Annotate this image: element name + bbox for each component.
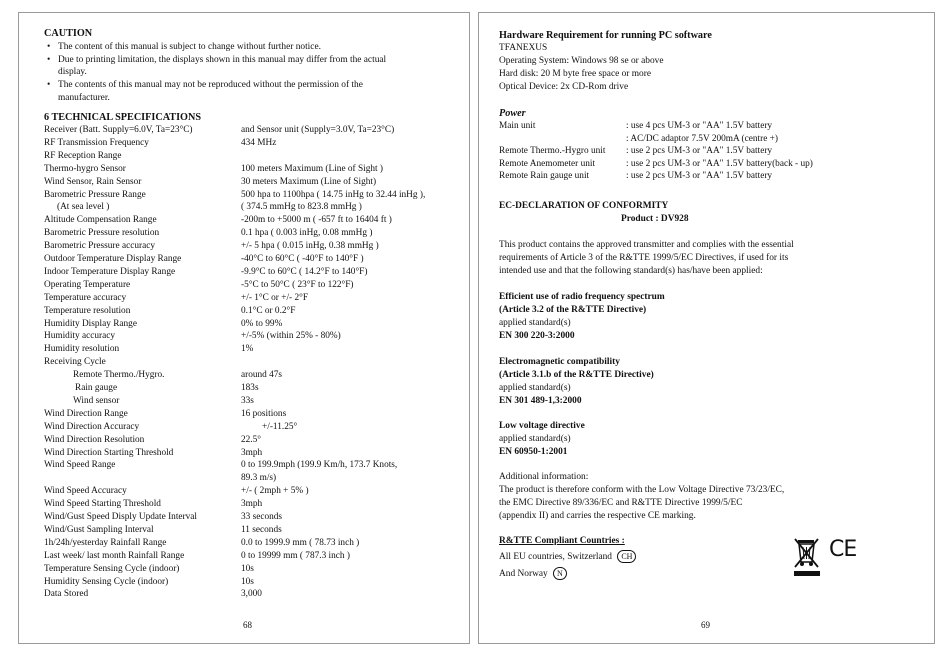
spec-label: Altitude Compensation Range: [44, 215, 157, 226]
spec-value: 0.1 hpa ( 0.003 inHg, 0.08 mmHg ): [241, 228, 373, 239]
spec-row: [44, 215, 464, 228]
power-value: : use 2 pcs UM-3 or "AA" 1.5V battery: [626, 146, 773, 157]
spec-label: Wind/Gust Speed Disply Update Interval: [44, 512, 197, 522]
spec-row: [44, 435, 464, 448]
spec-label: Temperature Sensing Cycle (indoor): [44, 563, 180, 574]
spec-label: Humidity resolution: [44, 344, 120, 355]
additional-line: the EMC Directive 89/336/EC and R&TTE Directive 1999/5/EC: [499, 498, 743, 508]
spec-label: Wind Speed Accuracy: [44, 486, 127, 497]
spec-row: [44, 267, 464, 280]
section-applied: applied standard(s): [499, 383, 571, 393]
spec-row: [44, 331, 464, 344]
bullet-dot: •: [47, 42, 51, 52]
spec-row: [44, 589, 464, 602]
spec-row: [44, 460, 464, 473]
spec-row: [44, 370, 464, 383]
spec-row: [44, 564, 464, 577]
countries-heading: R&TTE Compliant Countries :: [499, 536, 625, 546]
section-standard: EN 301 489-1,3:2000: [499, 396, 582, 406]
spec-value: 3mph: [241, 447, 263, 458]
spec-label: Wind Direction Accuracy: [44, 421, 140, 432]
section-sub: (Article 3.1.b of the R&TTE Directive): [499, 370, 654, 380]
spec-value: around 47s: [241, 370, 283, 381]
spec-row: [44, 319, 464, 332]
spec-row: [44, 177, 464, 190]
section-applied: applied standard(s): [499, 318, 571, 328]
additional-line: (appendix II) and carries the respective CE marking.: [499, 511, 696, 521]
spec-label: Wind sensor: [73, 395, 120, 406]
spec-label: Data Stored: [44, 589, 89, 600]
spec-row: [44, 512, 464, 525]
spec-value: 10s: [241, 563, 254, 574]
spec-label: Operating Temperature: [44, 279, 131, 290]
spec-value: 100 meters Maximum (Line of Sight ): [241, 163, 384, 174]
spec-row: [44, 383, 464, 396]
spec-row: [44, 306, 464, 319]
spec-row: [44, 241, 464, 254]
spec-label: Indoor Temperature Display Range: [44, 266, 176, 277]
caution-line: Due to printing limitation, the displays shown in this manual may differ from the actual: [58, 55, 387, 65]
spec-row: [44, 202, 464, 215]
section-applied: applied standard(s): [499, 434, 571, 444]
spec-label: Wind Speed Starting Threshold: [44, 499, 161, 510]
spec-label: Temperature resolution: [44, 305, 131, 316]
conformity-intro: This product contains the approved transmitter and complies with the essential: [499, 240, 794, 250]
spec-row: [44, 190, 464, 203]
right-page: [478, 12, 935, 644]
page-number: 68: [243, 620, 252, 630]
spec-value: +/-11.25°: [262, 421, 298, 432]
spec-row: [44, 422, 464, 435]
spec-value: 10s: [241, 576, 254, 587]
left-page: [18, 12, 470, 644]
spec-label: Wind Direction Resolution: [44, 434, 145, 445]
spec-value: 0 to 199.9mph (199.9 Km/h, 173.7 Knots,: [241, 460, 398, 471]
spec-label: Barometric Pressure resolution: [44, 228, 160, 239]
spec-value: and Sensor unit (Supply=3.0V, Ta=23°C): [241, 125, 395, 135]
power-value: : use 2 pcs UM-3 or "AA" 1.5V battery(back - up): [626, 158, 813, 169]
power-label: Remote Thermo.-Hygro unit: [499, 146, 606, 157]
spec-value: 3,000: [241, 589, 262, 600]
spec-row: [44, 551, 464, 564]
power-row: [499, 146, 919, 159]
spec-value: 0.1°C or 0.2°F: [241, 305, 296, 316]
spec-label: Barometric Pressure accuracy: [44, 241, 155, 252]
section-standard: EN 300 220-3:2000: [499, 331, 575, 341]
n-badge: N: [553, 567, 567, 580]
spec-label: Wind Direction Range: [44, 408, 128, 419]
spec-value: 0.0 to 1999.9 mm ( 78.73 inch ): [241, 537, 360, 548]
caution-line: The content of this manual is subject to change without further notice.: [58, 42, 321, 52]
caution-line: display.: [58, 67, 87, 77]
crossed-bin-icon: [791, 535, 823, 577]
spec-label: Receiver (Batt. Supply=6.0V, Ta=23°C): [44, 125, 193, 135]
spec-label: Wind/Gust Sampling Interval: [44, 524, 154, 535]
spec-label: Outdoor Temperature Display Range: [44, 254, 182, 264]
spec-row: [44, 499, 464, 512]
spec-label: Temperature accuracy: [44, 292, 127, 303]
section-standard: EN 60950-1:2001: [499, 447, 568, 457]
caution-line: The contents of this manual may not be reproduced without the permission of the: [58, 80, 363, 90]
spec-value: 0 to 19999 mm ( 787.3 inch ): [241, 550, 350, 561]
hardware-line: Operating System: Windows 98 se or above: [499, 56, 664, 66]
ce-mark: CE: [829, 537, 857, 562]
spec-value: -200m to +5000 m ( -657 ft to 16404 ft ): [241, 215, 392, 226]
spec-label: Remote Thermo./Hygro.: [73, 370, 165, 381]
spec-label: Barometric Pressure Range: [44, 189, 146, 200]
caution-heading: CAUTION: [44, 28, 93, 39]
spec-row: [44, 448, 464, 461]
norway: [499, 567, 567, 581]
spec-label: Humidity Display Range: [44, 318, 137, 329]
ch-badge: CH: [617, 550, 636, 563]
spec-value: 500 hpa to 1100hpa ( 14.75 inHg to 32.44 inHg ),: [241, 189, 426, 200]
power-row: [499, 134, 919, 147]
spec-label: RF Reception Range: [44, 150, 122, 161]
spec-row: [44, 525, 464, 538]
norway-text: And Norway: [499, 569, 548, 579]
spec-value: 33s: [241, 395, 254, 406]
spec-row: [44, 293, 464, 306]
spec-row: [44, 254, 464, 267]
conformity-heading: EC-DECLARATION OF CONFORMITY: [499, 201, 669, 211]
spec-row: [44, 538, 464, 551]
spec-value: 11 seconds: [241, 524, 282, 535]
spec-label: Thermo-hygro Sensor: [44, 163, 126, 174]
additional-line: Additional information:: [499, 472, 589, 482]
spec-value: 1%: [241, 344, 254, 355]
bullet-dot: •: [47, 80, 51, 90]
eu-countries: [499, 550, 636, 564]
spec-row: [44, 280, 464, 293]
spec-row: [44, 409, 464, 422]
spec-value: 3mph: [241, 499, 263, 510]
conformity-intro: intended use and that the following standard(s) has/have been applied:: [499, 266, 763, 276]
power-label: Main unit: [499, 121, 536, 131]
spec-value: +/- ( 2mph + 5% ): [241, 486, 309, 497]
section-title: Electromagnetic compatibility: [499, 357, 620, 367]
spec-value: +/-5% (within 25% - 80%): [241, 331, 341, 342]
section-title: Low voltage directive: [499, 421, 585, 431]
spec-row: [44, 228, 464, 241]
spec-value: 30 meters Maximum (Line of Sight): [241, 176, 377, 187]
specs-heading: 6 TECHNICAL SPECIFICATIONS: [44, 112, 201, 123]
spec-row: [44, 125, 464, 138]
conformity-product: Product : DV928: [621, 214, 689, 224]
power-heading: Power: [499, 108, 526, 119]
spec-label: Rain gauge: [75, 383, 118, 393]
caution-line: manufacturer.: [58, 93, 110, 103]
spec-value: 22.5°: [241, 434, 261, 445]
spec-label: Wind Speed Range: [44, 460, 116, 471]
power-row: [499, 171, 919, 184]
spec-label: RF Transmission Frequency: [44, 137, 149, 148]
section-title: Efficient use of radio frequency spectrum: [499, 292, 665, 302]
spec-value: -5°C to 50°C ( 23°F to 122°F): [241, 279, 354, 290]
spec-row: [44, 344, 464, 357]
spec-row: [44, 138, 464, 151]
spec-row: [44, 396, 464, 409]
power-value: : use 2 pcs UM-3 or "AA" 1.5V battery: [626, 171, 773, 182]
spec-label: Receiving Cycle: [44, 357, 106, 368]
spec-row: [44, 473, 464, 486]
hardware-heading: Hardware Requirement for running PC software: [499, 30, 712, 41]
power-label: Remote Anemometer unit: [499, 158, 596, 169]
power-value: : AC/DC adaptor 7.5V 200mA (centre +): [626, 133, 778, 144]
spec-row: [44, 357, 464, 370]
spec-label: Last week/ last month Rainfall Range: [44, 550, 185, 561]
spec-label: Humidity accuracy: [44, 331, 115, 342]
spec-value: 434 MHz: [241, 137, 277, 148]
spec-row: [44, 577, 464, 590]
spec-value: 183s: [241, 383, 259, 393]
spec-row: [44, 164, 464, 177]
power-value: : use 4 pcs UM-3 or "AA" 1.5V battery: [626, 121, 773, 131]
spec-label: Wind Sensor, Rain Sensor: [44, 176, 142, 187]
page-number: 69: [701, 620, 710, 630]
power-row: [499, 121, 919, 134]
spec-value: -40°C to 60°C ( -40°F to 140°F ): [241, 254, 364, 264]
bullet-dot: •: [47, 55, 51, 65]
spec-value: 33 seconds: [241, 512, 283, 522]
power-label: Remote Rain gauge unit: [499, 171, 590, 182]
eu-countries-text: All EU countries, Switzerland: [499, 552, 612, 562]
conformity-intro: requirements of Article 3 of the R&TTE 1999/5/EC Directives, if used for its: [499, 253, 789, 263]
spec-value: +/- 5 hpa ( 0.015 inHg, 0.38 mmHg ): [241, 241, 379, 252]
spec-value: ( 374.5 mmHg to 823.8 mmHg ): [241, 202, 362, 213]
section-sub: (Article 3.2 of the R&TTE Directive): [499, 305, 647, 315]
spec-row: [44, 486, 464, 499]
spec-value: -9.9°C to 60°C ( 14.2°F to 140°F): [241, 266, 368, 277]
spec-label: Wind Direction Starting Threshold: [44, 447, 174, 458]
hardware-product: TFANEXUS: [499, 43, 548, 53]
hardware-line: Optical Device: 2x CD-Rom drive: [499, 82, 629, 92]
hardware-line: Hard disk: 20 M byte free space or more: [499, 69, 652, 79]
spec-value: 89.3 m/s): [241, 473, 277, 484]
spec-row: [44, 151, 464, 164]
spec-value: +/- 1°C or +/- 2°F: [241, 292, 308, 303]
spec-label: 1h/24h/yesterday Rainfall Range: [44, 537, 167, 548]
spec-value: 16 positions: [241, 408, 287, 419]
power-row: [499, 159, 919, 172]
spec-label: (At sea level ): [57, 202, 110, 213]
spec-value: 0% to 99%: [241, 318, 283, 329]
spec-label: Humidity Sensing Cycle (indoor): [44, 576, 169, 587]
additional-line: The product is therefore conform with the Low Voltage Directive 73/23/EC,: [499, 485, 785, 495]
